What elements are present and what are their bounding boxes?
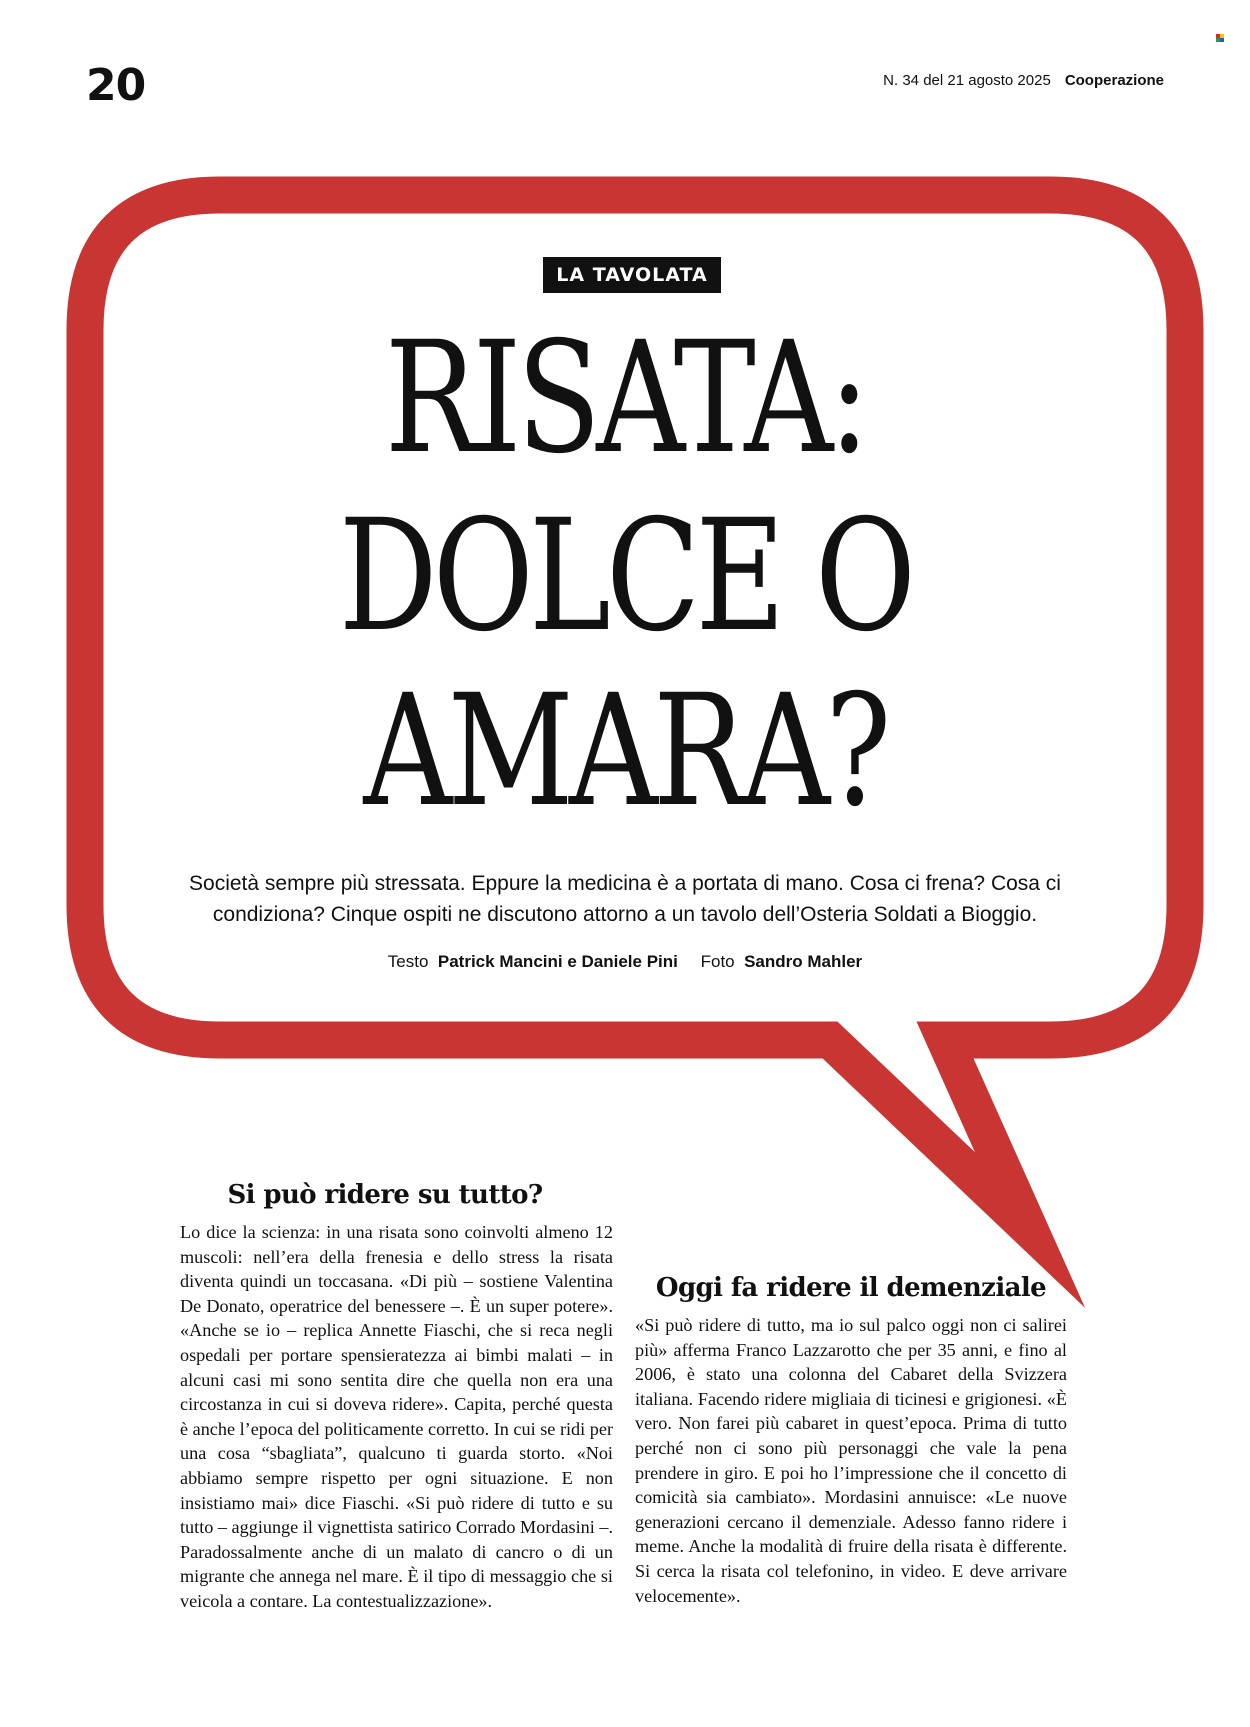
headline-line-2: DOLCE O: [338, 487, 912, 666]
page-number: 20: [86, 60, 146, 111]
photo-credit-label: Foto: [700, 952, 735, 971]
issue-date: N. 34 del 21 agosto 2025: [883, 72, 1051, 89]
photo-author: Sandro Mahler: [744, 952, 863, 971]
section-title-1: Si può ridere su tutto?: [227, 1180, 543, 1210]
section-body-1: Lo dice la scienza: in una risata sono coinvolti almeno 12 muscoli: nell’era della frenesia e dello stress la risata diventa quindi un toccasana. «Di più – sostiene Valentina De Donato, operatrice del benessere –. È un super potere». «Anche se io – replica Annette Fiaschi, che si reca negli ospedali per portare spensieratezza ai bimbi malati – in alcuni casi mi sono sentita dire che quella non era una circostanza in cui si doveva ridere». Capita, perché questa è anche l’epoca del politicamente corretto. In cui se ridi per una cosa “sbagliata”, qualcuno ti guarda storto. «Noi abbiamo sempre rispetto per ogni situazione. E non insistiamo mai» dice Fiaschi. «Si può ridere di tutto e su tutto – aggiunge il vignettista satirico Corrado Mordasini –. Paradossalmente anche di un malato di cancro o di un migrante che annega nel mare. È il tipo di messaggio che si veicola a contare. La contestualizzazione».: [180, 1222, 613, 1611]
section-title-2: Oggi fa ridere il demenziale: [655, 1273, 1047, 1303]
section-kicker: LA TAVOLATA: [543, 257, 721, 293]
byline: [160, 952, 1090, 972]
headline-line-3: AMARA?: [363, 662, 887, 841]
publication-name: Cooperazione: [1064, 72, 1164, 89]
text-credit-label: Testo: [387, 952, 429, 971]
text-authors: Patrick Mancini e Daniele Pini: [437, 952, 678, 971]
headline-line-1: RISATA:: [384, 309, 866, 488]
standfirst: Società sempre più stressata. Eppure la medicina è a portata di mano. Cosa ci frena? Cosa ci condiziona? Cinque ospiti ne discutono attorno a un tavolo dell’Osteria Soldati a Bioggio.: [189, 872, 1061, 926]
section-body-2: «Si può ridere di tutto, ma io sul palco oggi non ci salirei più» afferma Franco Lazzarotto che per 35 anni, e fino al 2006, è stato una colonna del Cabaret della Svizzera italiana. Facendo ridere migliaia di ticinesi e grigionesi. «È vero. Non farei più cabaret in quest’epoca. Prima di tutto perché non ci sono più personaggi che vale la pena prendere in giro. E poi ho l’impressione che il concetto di comicità sia cambiato». Mordasini annuisce: «Le nuove generazioni cercano il demenziale. Adesso fanno ridere i meme. Anche la modalità di fruire della risata è differente. Si cerca la risata col telefonino, in video. E deve arrivare velocemente».: [635, 1315, 1067, 1606]
